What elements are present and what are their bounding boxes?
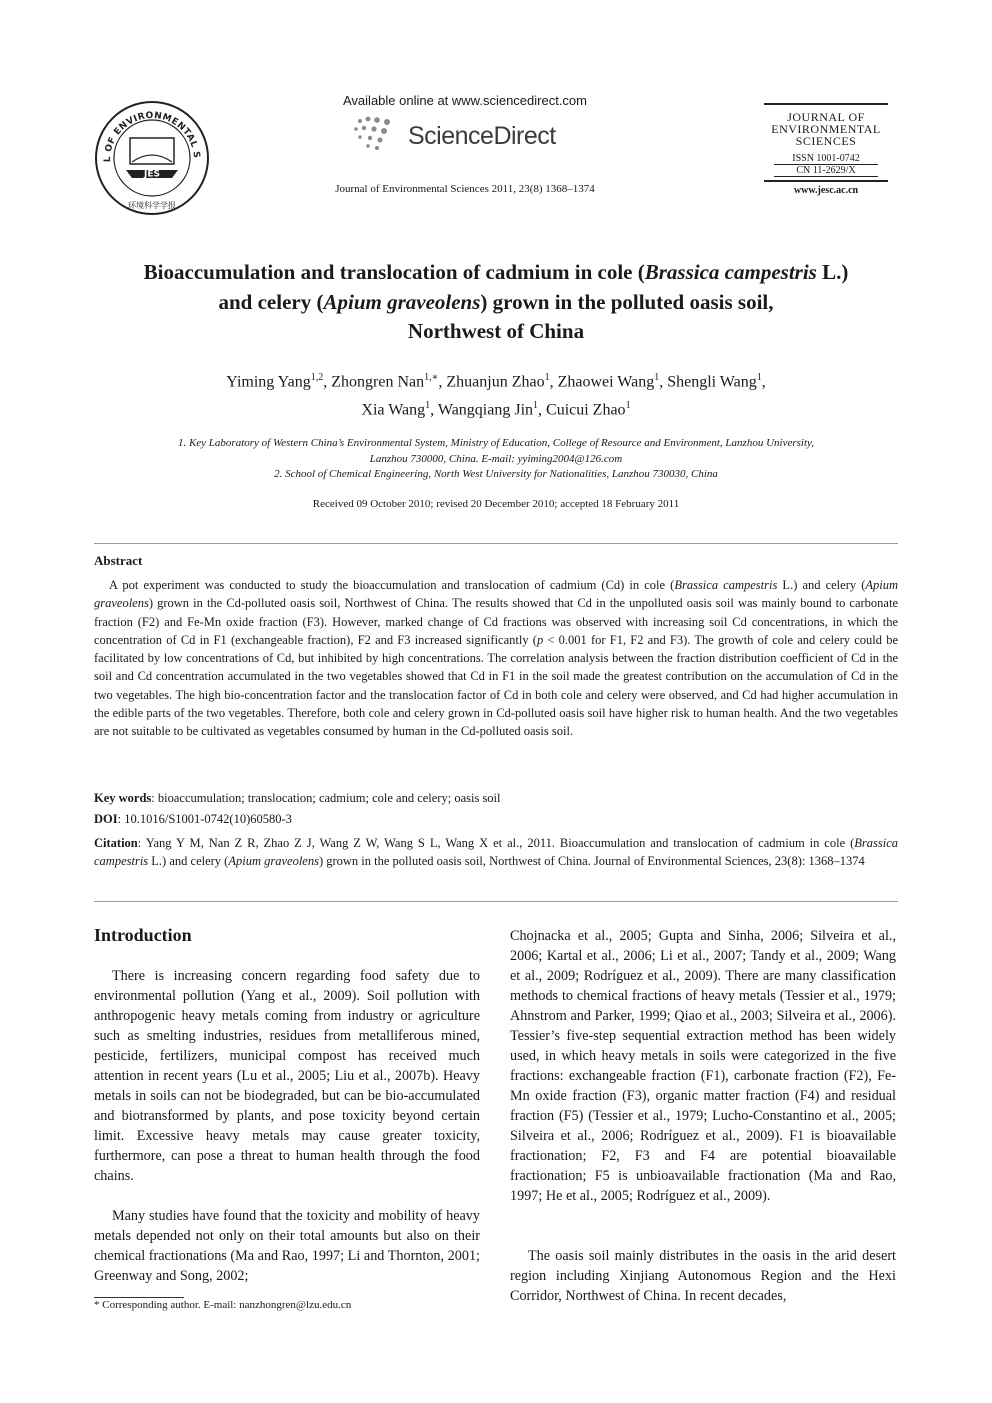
available-online-text: Available online at www.sciencedirect.com: [343, 93, 587, 108]
author-name: Yiming Yang: [226, 373, 311, 391]
masthead-issn: ISSN 1001-0742: [774, 153, 878, 165]
author-name: Wangqiang Jin: [437, 401, 534, 419]
author-list: Yiming Yang$^{1,2}$, Zhongren Nan$^{1,∗}$, Zhuanjun Zhao$^1$, Zhaowei Wang$^1$, Shengli Wang$^1$, Xia Wang$^1$, Wangqiang Jin$^1$, Cuicui Zhao$^1$: [226, 372, 766, 419]
logo-chinese-text: 环境科学学报: [128, 201, 176, 210]
author-name: Cuicui Zhao: [546, 401, 626, 419]
author-name: Zhuanjun Zhao: [446, 373, 545, 391]
intro-left-paragraph-1: There is increasing concern regarding food safety due to environmental pollution (Yang et al., 2009). Soil pollution with anthropogenic heavy metals coming from industry or agriculture such as smelting industries, residues from metalliferous mined, pesticide, fertilizers, municipal compost has received much attention in recent years (Lu et al., 2005; Liu et al., 2007b). Heavy metals in soils can not be biodegraded, but can be bio-accumulated and biotransformed by plants, and pose toxicity beyond certain limit. Excessive heavy metals may cause greater toxicity, furthermore, can pose a threat to human health through the food chains.: [94, 968, 480, 1184]
logo-center-text: JES: [144, 169, 160, 180]
svg-text:JOURNAL OF ENVIRONMENTAL SCIEN: [92, 98, 201, 162]
intro-right-paragraph-1: Chojnacka et al., 2005; Gupta and Sinha, 2006; Silveira et al., 2006; Kartal et al., 2006; Li et al., 2007; Tandy et al., 2009; Wang et al., 2009; Rodríguez et al., 2009). There are many classification methods to chemical fractions of heavy metals (Tessier et al., 1979; Ahnstrom and Parker, 1999; Qiao et al., 2003; Silveira et al., 2006). Tessier’s five-step sequential extraction method has been widely used, in which heavy metals in soils were categorized in the five fractions: exchangeable fraction (F1), carbonate fraction (F2), Fe-Mn oxide fraction (F3), organic matter fraction (F4) and residual fraction (F5) (Tessier et al., 1979; Lucho-Constantino et al., 2005; Silveira et al., 2006; Rodríguez et al., 2009). F1 is bioavailable fractionation; F2, F3 and F4 are potential bioavailable fractionation; F5 is unbioavailable fractionation (Ma and Rao, 1997; He et al., 2005; Rodríguez et al., 2009).: [510, 928, 896, 1204]
journal-masthead: [764, 103, 888, 196]
author-name: Xia Wang: [361, 401, 426, 419]
affiliation-2: 2. School of Chemical Engineering, North West University for Nationalities, Lanzhou 730030, China: [274, 468, 718, 480]
journal-citation-line: Journal of Environmental Sciences 2011, 23(8) 1368–1374: [335, 183, 595, 195]
masthead-url: www.jesc.ac.cn: [793, 185, 859, 196]
author-name: Shengli Wang: [667, 373, 757, 391]
received-dates: Received 09 October 2010; revised 20 December 2010; accepted 18 February 2011: [312, 498, 680, 510]
masthead-top-rule: [764, 103, 888, 105]
abstract-heading: Abstract: [94, 553, 143, 568]
logo-ring-text: L OF ENVIRONMENTAL S: [102, 110, 202, 163]
author-name: Zhaowei Wang: [557, 373, 655, 391]
abstract-top-rule: [94, 543, 898, 544]
abstract-body: A pot experiment was conducted to study the bioaccumulation and translocation of cadmium (Cd) in cole (Brassica campestris L.) and celery (Apium graveolens) grown in the Cd-polluted oasis soil, Northwest of China. The results showed that Cd in the unpolluted oasis soil was mainly bound to carbonate fraction (F2) and Fe-Mn oxide fraction (F3). However, marked change of Cd fractions was observed with increasing soil Cd concentrations, in which the concentration of Cd in F1 (exchangeable fraction), F2 and F3 increased significantly (p < 0.001 for F1, F2 and F3). The growth of cole and celery could be facilitated by low concentrations of Cd, but inhibited by high concentrations. The correlation analysis between the fraction distribution coefficient of Cd in the soil and Cd concentration accumulated in the two vegetables showed that Cd in F1 in the soil made the greatest contribution on the accumulation of Cd in the two vegetables. The high bio-concentration factor and the translocation factor of Cd in both cole and celery were observed, and Cd had higher accumulation in the edible parts of the two vegetables. Therefore, both cole and celery grown in Cd-polluted oasis soil have higher risk to human health. And the two vegetables are not suitable to be cultivated as vegetables consumed by human in the Cd-polluted oasis soil.: [94, 578, 899, 739]
masthead-cn: CN 11-2629/X: [774, 165, 878, 177]
intro-right-paragraph-2: The oasis soil mainly distributes in the oasis in the arid desert region including Xinjiang Autonomous Region and the Hexi Corridor, Northwest of China. In recent decades,: [510, 1248, 896, 1304]
abstract-bottom-rule: [94, 901, 898, 902]
corresponding-author-footnote: * Corresponding author. E-mail: nanzhongren@lzu.edu.cn: [94, 1299, 352, 1311]
keywords-line: Key words: bioaccumulation; translocation; cadmium; cole and celery; oasis soil: [94, 791, 501, 805]
introduction-heading: Introduction: [94, 925, 192, 945]
paper-title: Bioaccumulation and translocation of cadmium in cole (Brassica campestris L.) and celery (Apium graveolens) grown in the polluted oasis soil, Northwest of China: [143, 260, 849, 343]
affiliation-1-line2: Lanzhou 730000, China. E-mail: yyiming2004@126.com: [369, 452, 623, 465]
journal-seal-logo: [92, 98, 212, 218]
sciencedirect-wordmark: ScienceDirect: [408, 122, 556, 150]
affiliation-1-line1: 1. Key Laboratory of Western China’s Environmental System, Ministry of Education, College of Resource and Environment, Lanzhou University,: [177, 437, 815, 449]
masthead-title: JOURNAL OF ENVIRONMENTAL SCIENCES: [771, 110, 881, 148]
affiliations: [94, 436, 898, 483]
masthead-bottom-rule: [764, 180, 888, 182]
footnote-rule: [94, 1297, 184, 1298]
intro-left-paragraph-2: Many studies have found that the toxicity and mobility of heavy metals depended not only on their total amounts but also on their chemical fractionations (Ma and Rao, 1997; Li and Thornton, 2001; Greenway and Song, 2002;: [94, 1208, 480, 1284]
doi-line: DOI: 10.1016/S1001-0742(10)60580-3: [94, 812, 292, 826]
citation-block: Citation: Yang Y M, Nan Z R, Zhao Z J, Wang Z W, Wang S L, Wang X et al., 2011. Bioaccumulation and translocation of cadmium in cole (Brassica campestris L.) and celery (Apium graveolens) grown in the polluted oasis soil, Northwest of China. Journal of Environmental Sciences, 23(8): 1368–1374: [94, 836, 898, 869]
author-name: Zhongren Nan: [331, 373, 425, 391]
